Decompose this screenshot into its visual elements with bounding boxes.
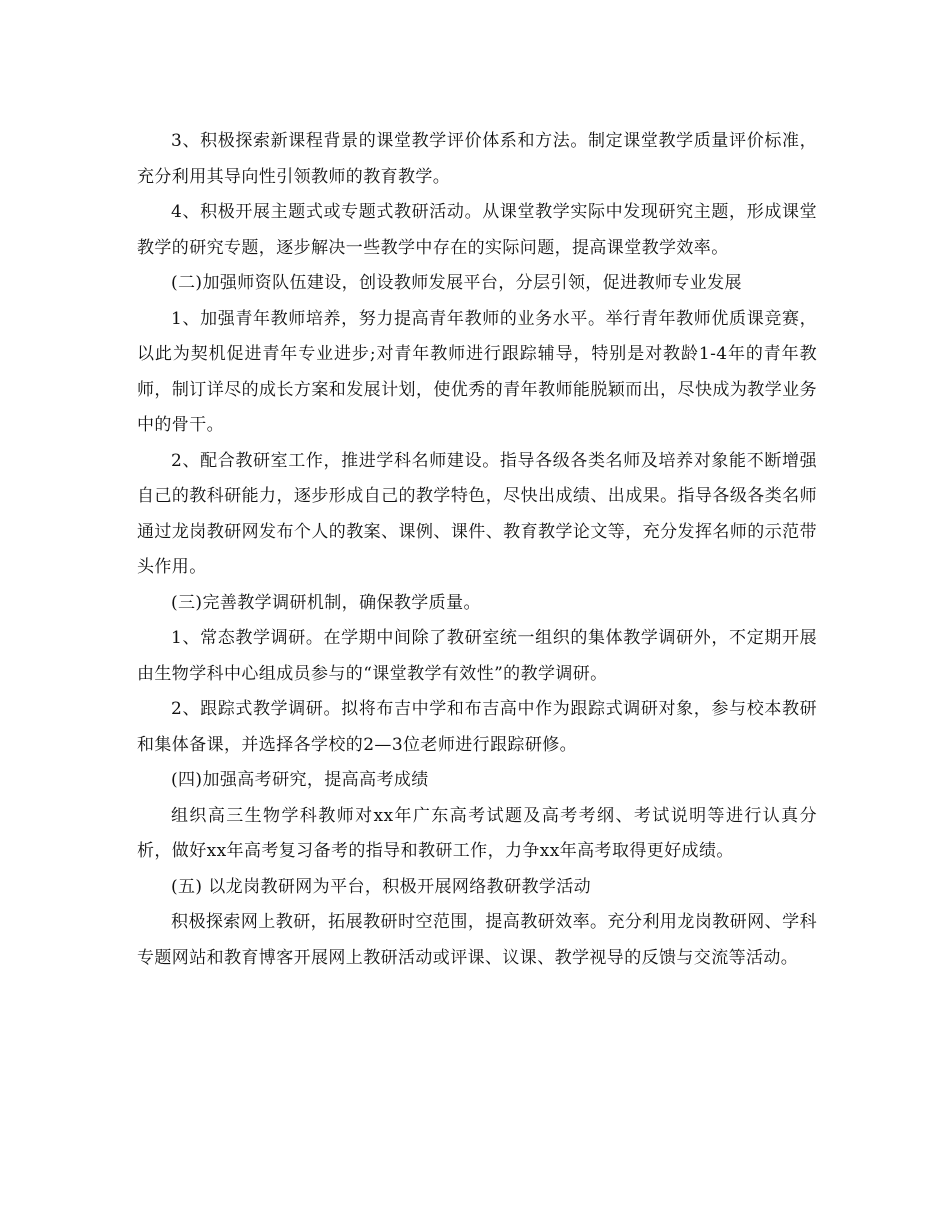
paragraph-young-teachers: 1、加强青年教师培养，努力提高青年教师的业务水平。举行青年教师优质课竞赛，以此为契机促进青年专业进步;对青年教师进行跟踪辅导，特别是对教龄1-4年的青年教师，制订详尽的成长方案和发展计划，使优秀的青年教师能脱颖而出，尽快成为教学业务中的骨干。 — [137, 308, 817, 435]
section-heading-4: (四)加强高考研究，提高高考成绩 — [171, 770, 429, 790]
paragraph-item-4-research-activities: 4、积极开展主题式或专题式教研活动。从课堂教学实际中发现研究主题，形成课堂教学的研究专题，逐步解决一些教学中存在的实际问题，提高课堂教学效率。 — [137, 202, 817, 258]
section-heading-3: (三)完善教学调研机制，确保教学质量。 — [171, 592, 481, 613]
paragraph-exam-analysis: 组织高三生物学科教师对xx年广东高考试题及高考考纲、考试说明等进行认真分析，做好xx年高考复习备考的指导和教研工作，力争xx年高考取得更好成绩。 — [137, 805, 817, 861]
paragraph-routine-research: 1、常态教学调研。在学期中间除了教研室统一组织的集体教学调研外，不定期开展由生物学科中心组成员参与的“课堂教学有效性”的教学调研。 — [137, 628, 817, 684]
section-heading-2: (二)加强师资队伍建设，创设教师发展平台，分层引领，促进教师专业发展 — [171, 273, 742, 293]
paragraph-famous-teachers: 2、配合教研室工作，推进学科名师建设。指导各级各类名师及培养对象能不断增强自己的教科研能力，逐步形成自己的教学特色，尽快出成绩、出成果。指导各级各类名师通过龙岗教研网发布个人的教案、课例、课件、教育教学论文等，充分发挥名师的示范带头作用。 — [137, 450, 817, 577]
paragraph-item-3-evaluation: 3、积极探索新课程背景的课堂教学评价体系和方法。制定课堂教学质量评价标准，充分利用其导向性引领教师的教育教学。 — [137, 131, 817, 187]
section-heading-5: (五) 以龙岗教研网为平台，积极开展网络教研教学活动 — [171, 876, 592, 897]
document-body — [137, 124, 817, 976]
paragraph-tracking-research: 2、跟踪式教学调研。拟将布吉中学和布吉高中作为跟踪式调研对象，参与校本教研和集体备课，并选择各学校的2—3位老师进行跟踪研修。 — [137, 699, 817, 755]
paragraph-online-research: 积极探索网上教研，拓展教研时空范围，提高教研效率。充分利用龙岗教研网、学科专题网站和教育博客开展网上教研活动或评课、议课、教学视导的反馈与交流等活动。 — [137, 912, 817, 968]
